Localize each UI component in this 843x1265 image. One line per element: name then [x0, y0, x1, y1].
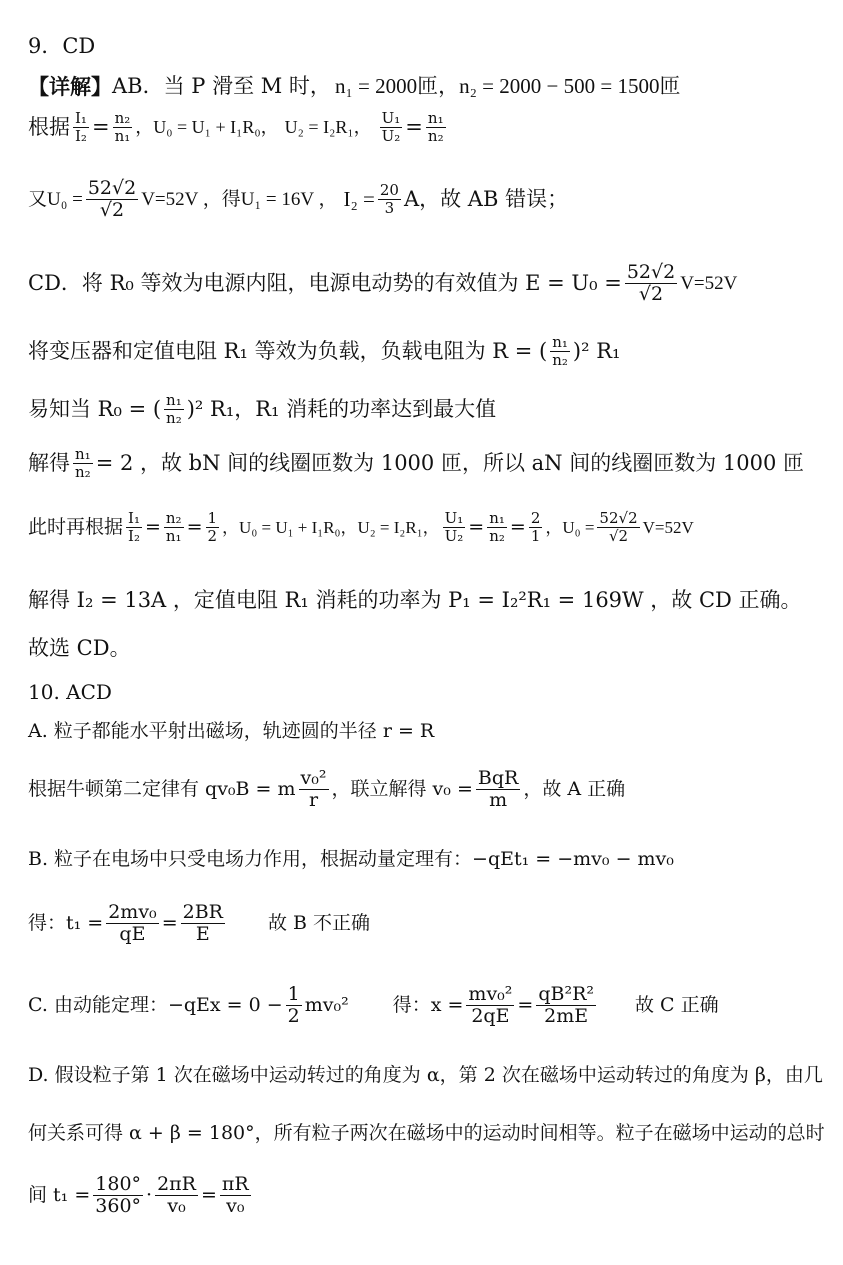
- q10-lineD1: [28, 1066, 823, 1085]
- fraction-n1-n2-e: [487, 510, 507, 544]
- frac-num: 2mv₀: [108, 901, 157, 923]
- frac-den: 2: [287, 1004, 300, 1027]
- frac-den: m: [489, 788, 508, 811]
- q10-lineB2-prefix: 得：t₁ =: [28, 911, 104, 934]
- fraction-qB2R2-2mE: [536, 984, 596, 1027]
- q10-lineB: [28, 850, 674, 869]
- frac-num: I₁: [75, 109, 87, 127]
- fraction-180-360: [93, 1174, 143, 1217]
- frac-num: n₁: [75, 445, 91, 463]
- q9-line5-prefix: 将变压器和定值电阻 R₁ 等效为负载，负载电阻为 R = (: [28, 338, 548, 363]
- fraction-20-3: [378, 182, 401, 216]
- fraction-U1-U2: [380, 110, 403, 144]
- q9-line1-math: n₁ = 2000匝，n₂ = 2000 − 500 = 1500匝: [334, 74, 681, 98]
- fraction-2mv0-qE: [106, 902, 158, 945]
- frac-den: 3: [384, 198, 395, 217]
- frac-den: U₂: [381, 126, 401, 145]
- frac-den: v₀: [226, 1194, 245, 1217]
- fraction-52root2-root2-b: [625, 262, 677, 305]
- frac-den: √2: [99, 198, 125, 221]
- frac-num: n₂: [114, 109, 131, 127]
- frac-num: v₀²: [300, 767, 327, 789]
- q9-line5-suffix: )² R₁: [572, 338, 621, 363]
- frac-num: n₁: [166, 391, 182, 409]
- q10-lineD1-text: D. 假设粒子第 1 次在磁场中运动转过的角度为 α，第 2 次在磁场中运动转过的角度为 β，由几: [28, 1064, 823, 1086]
- q10-lineA: [28, 722, 434, 741]
- q9-line6: [28, 392, 496, 426]
- q10-lineC-mv: mv₀²: [304, 993, 349, 1016]
- q9-line4-prefix: CD．将 R₀ 等效为电源内阻，电源电动势的有效值为 E = U₀ =: [28, 270, 622, 295]
- frac-num: n₁: [489, 509, 505, 527]
- frac-den: 360°: [95, 1194, 142, 1217]
- frac-den: n₁: [114, 126, 131, 145]
- q9-line10: [28, 638, 131, 659]
- frac-num: U₁: [381, 109, 401, 127]
- frac-num: 2: [530, 509, 541, 527]
- q9-title-text: 9．CD: [28, 34, 96, 58]
- frac-den: I₂: [75, 126, 87, 145]
- fraction-52root2-root2: [86, 178, 138, 221]
- q9-line2: 根据 $\frac{\text{I₁}}{\text{I₂}}$ = $\frac{\text{n₂}}{\text{n₁}}$ ，U₀ = U₁ + I₁R₀， U₂ = I₂R₁， $\frac{\text{U₁}}{\text{U₂}}$ = $\frac{\text{n₁}}{\text{n₂}}$: [28, 109, 444, 145]
- frac-num: n₁: [427, 109, 444, 127]
- frac-num: BqR: [477, 767, 519, 789]
- q9-line8-tail: ，U₀ =: [545, 517, 595, 537]
- q9-line3-prefix: 又U₀ =: [28, 188, 83, 210]
- q10-lineC: C. 由动能定理：−qEx = 0 − $\frac{1}{2}$ mv₀² 得：x = $\frac{\text{mv₀²}}{2qE}$ = $\frac{\text{qB²R²}}{2mE}$ 故 C 正确: [28, 983, 719, 1027]
- frac-num: 2πR: [157, 1173, 196, 1195]
- q9-line7-suffix: = 2 ，故 bN 间的线圈匝数为 1000 匝，所以 aN 间的线圈匝数为 1000 匝: [95, 450, 804, 475]
- q9-line6-suffix: )² R₁，R₁ 消耗的功率达到最大值: [186, 396, 497, 421]
- q9-line7: [28, 446, 804, 480]
- frac-den: r: [308, 788, 319, 811]
- q9-line1-text: AB．当 P 滑至 M 时，: [112, 74, 331, 98]
- fraction-2BR-E: [181, 902, 225, 945]
- q10-lineB2-suffix: 故 B 不正确: [267, 911, 371, 934]
- frac-num: πR: [221, 1173, 249, 1195]
- q9-line4: [28, 262, 737, 305]
- frac-num: 180°: [95, 1173, 142, 1195]
- q10-lineD2: [28, 1124, 825, 1143]
- q9-line2-u0: ，U₀ = U₁ + I₁R₀，: [135, 117, 279, 137]
- fraction-52root2-root2-c: [597, 510, 639, 544]
- fraction-BqR-m: [476, 768, 520, 811]
- frac-den: n₂: [552, 350, 568, 369]
- q10-lineA2: [28, 768, 625, 811]
- q9-line2-prefix: 根据: [28, 114, 70, 139]
- frac-den: √2: [608, 526, 629, 545]
- frac-num: n₂: [165, 509, 182, 527]
- frac-den: qE: [119, 922, 146, 945]
- q9-line8-mid: ，U₀ = U₁ + I₁R₀，U₂ = I₂R₁，: [222, 517, 440, 537]
- fraction-2piR-v0: [155, 1174, 198, 1217]
- q10-lineA2-suffix: ，故 A 正确: [523, 777, 626, 800]
- fraction-n1-n2: [426, 110, 446, 144]
- fraction-1-2-c: [286, 984, 302, 1027]
- q9-line9-text: 解得 I₂ = 13A ，定值电阻 R₁ 消耗的功率为 P₁ = I₂²R₁ = 169W ，故 CD 正确。: [28, 588, 802, 612]
- q9-line7-prefix: 解得: [28, 450, 70, 475]
- frac-den: √2: [638, 282, 664, 305]
- frac-den: 1: [530, 526, 541, 545]
- fraction-n1-n2-b: [550, 334, 570, 368]
- q9-title: [28, 36, 95, 57]
- frac-den: 2qE: [471, 1004, 510, 1027]
- frac-num: 52√2: [626, 261, 676, 283]
- q10-lineC-de: 得：x =: [392, 993, 464, 1016]
- q9-line9: [28, 590, 802, 611]
- q9-line6-prefix: 易知当 R₀ = (: [28, 396, 162, 421]
- q9-line8: 此时再根据 $\frac{\text{I₁}}{\text{I₂}}$ = $\frac{\text{n₂}}{\text{n₁}}$ = $\frac{1}{2}$ ，U₀ = U₁ + I₁R₀，U₂ = I₂R₁， $\frac{\text{U₁}}{\text{U₂}}$ = $\frac{\text{n₁}}{\text{n₂}}$ = $\frac{2}{1}$ ，U₀ = $\frac{52√2}{√2}$ V=52V: [28, 509, 694, 545]
- frac-num: n₁: [552, 333, 568, 351]
- fraction-I1-I2-b: [126, 510, 142, 544]
- frac-num: qB²R²: [538, 983, 594, 1005]
- q10-lineD3: 间 t₁ = $\frac{180^\circ}{360^\circ}$ · $\frac{2\pi R}{\text{v₀}}$ = $\frac{\pi R}{\text{v₀}}$: [28, 1173, 249, 1217]
- q9-line8-prefix: 此时再根据: [28, 515, 124, 538]
- fraction-I1-I2: [73, 110, 89, 144]
- frac-num: I₁: [128, 509, 140, 527]
- q9-line3-i2: I₂ =: [343, 186, 375, 211]
- frac-den: I₂: [128, 526, 140, 545]
- frac-den: 2: [207, 526, 218, 545]
- frac-num: mv₀²: [468, 983, 513, 1005]
- fraction-2-1: [529, 510, 543, 544]
- q10-title: [28, 682, 112, 702]
- q9-line3: [28, 178, 568, 221]
- q10-lineD2-text: 何关系可得 α + β = 180°，所有粒子两次在磁场中的运动时间相等。粒子在磁场中运动的总时: [28, 1122, 825, 1144]
- q10-lineC-suffix: 故 C 正确: [635, 993, 719, 1016]
- frac-den: n₂: [427, 126, 444, 145]
- q9-line8-suffix: V=52V: [642, 517, 694, 537]
- q10-lineA2-prefix: 根据牛顿第二定律有 qv₀B = m: [28, 777, 296, 800]
- q9-line1: [28, 76, 680, 97]
- q9-line4-suffix: V=52V: [680, 272, 738, 294]
- q9-line2-u2: U₂ = I₂R₁，: [284, 117, 372, 137]
- fraction-n1-n2-c: [164, 392, 184, 426]
- fraction-mv0sq-2qE: [466, 984, 514, 1027]
- fraction-n1-n2-d: [73, 446, 93, 480]
- fraction-n2-n1-b: [164, 510, 184, 544]
- frac-num: 20: [379, 181, 399, 200]
- frac-num: 52√2: [87, 177, 137, 199]
- q9-line10-text: 故选 CD。: [28, 636, 131, 660]
- fraction-1-2: [206, 510, 220, 544]
- detail-tag: 【详解】: [28, 74, 112, 99]
- frac-den: n₂: [489, 526, 505, 545]
- fraction-U1-U2-b: [443, 510, 466, 544]
- frac-num: 1: [207, 509, 218, 527]
- q9-line5: [28, 334, 620, 368]
- q9-line3-mid: V=52V ，得U₁ = 16V ，: [141, 188, 338, 210]
- frac-den: E: [195, 922, 210, 945]
- frac-num: 2BR: [182, 901, 223, 923]
- frac-den: n₂: [166, 408, 182, 427]
- q10-title-text: 10. ACD: [28, 680, 112, 704]
- frac-den: U₂: [444, 526, 464, 545]
- fraction-v0sq-r: [299, 768, 329, 811]
- q9-line3-suffix: A，故 AB 错误；: [403, 186, 569, 211]
- frac-num: U₁: [444, 509, 464, 527]
- q10-lineD3-prefix: 间 t₁ =: [28, 1183, 91, 1206]
- fraction-n2-n1: [113, 110, 133, 144]
- frac-den: v₀: [167, 1194, 186, 1217]
- q10-lineB-text: B. 粒子在电场中只受电场力作用，根据动量定理有：−qEt₁ = −mv₀ − mv₀: [28, 848, 674, 870]
- frac-den: 2mE: [544, 1004, 589, 1027]
- frac-den: n₂: [75, 462, 91, 481]
- frac-den: n₁: [165, 526, 182, 545]
- q10-lineB2: 得：t₁ = $\frac{\text{2mv₀}}{qE}$ = $\frac{2BR}{E}$ 故 B 不正确: [28, 901, 371, 945]
- fraction-piR-v0: [220, 1174, 251, 1217]
- frac-num: 52√2: [599, 509, 638, 527]
- q10-lineA-text: A. 粒子都能水平射出磁场，轨迹圆的半径 r = R: [28, 720, 435, 742]
- frac-num: 1: [287, 983, 300, 1005]
- q10-lineA2-mid: ，联立解得 v₀ =: [331, 777, 473, 800]
- q10-lineC-prefix: C. 由动能定理：−qEx = 0 −: [28, 993, 283, 1016]
